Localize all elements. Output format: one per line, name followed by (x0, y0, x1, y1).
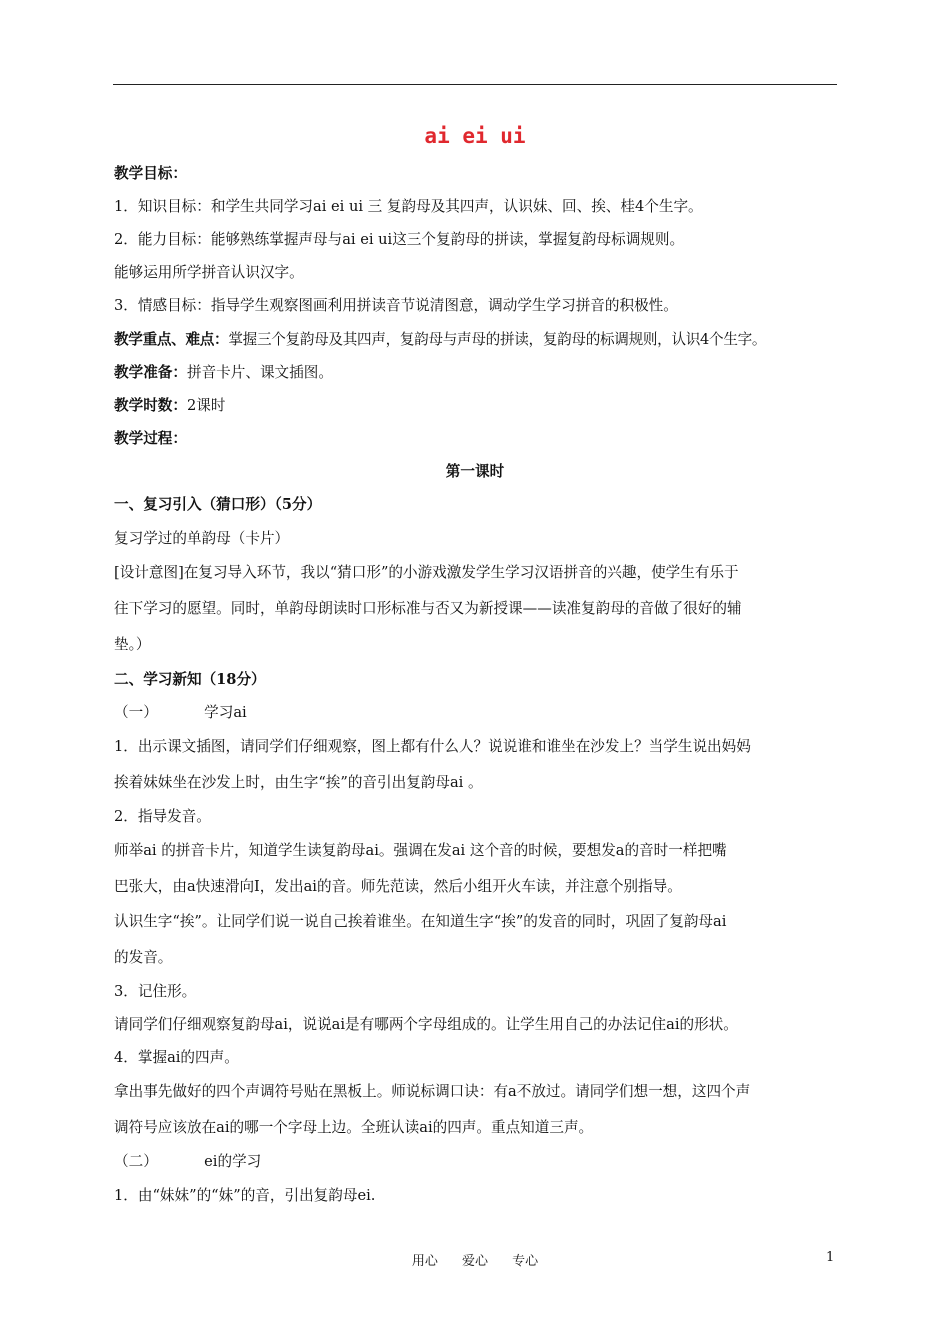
step-2-line-1: 师举ai 的拼音卡片，知道学生读复韵母ai。强调在发ai 这个音的时候，要想发a的音时一样把嘴 (114, 842, 727, 859)
footer-motto (0, 1250, 950, 1269)
header-rule (113, 84, 837, 85)
footer-word-2: 爱心 (461, 1254, 488, 1269)
step-1-line-2: 挨着妹妹坐在沙发上时，由生字“挨”的音引出复韵母ai 。 (114, 774, 483, 791)
preparation (114, 363, 846, 383)
subsection-1-heading: （一） 学习ai (114, 704, 247, 721)
objective-2: 2．能力目标：能够熟练掌握声母与ai ei ui这三个复韵母的拼读，掌握复韵母标调规则。 (114, 231, 685, 248)
document-title: ai ei ui (424, 124, 526, 148)
process-heading: 教学过程： (114, 430, 187, 447)
preparation-label: 教学准备： (114, 364, 187, 381)
subsection-2-step-1: 1．由“妹妹”的“妹”的音，引出复韵母ei. (114, 1187, 376, 1204)
step-4-line-2: 调符号应该放在ai的哪一个字母上边。全班认读ai的四声。重点知道三声。 (114, 1119, 594, 1136)
class-hours-text: 2课时 (186, 397, 226, 414)
footer-word-1: 用心 (411, 1254, 438, 1269)
objectives-heading: 教学目标： (114, 165, 187, 182)
key-points-label: 教学重点、难点： (114, 331, 229, 348)
design-intent-line-2: 往下学习的愿望。同时，单韵母朗读时口形标准与否又为新授课——读准复韵母的音做了很好的辅 (114, 600, 742, 617)
design-intent-line-3: 垫。） (114, 636, 151, 653)
step-4-line-1: 拿出事先做好的四个声调符号贴在黑板上。师说标调口诀：有a不放过。请同学们想一想，这四个声 (114, 1083, 751, 1100)
step-3-heading: 3．记住形。 (114, 983, 197, 1000)
step-2-heading: 2．指导发音。 (114, 808, 211, 825)
preparation-text: 拼音卡片、课文插图。 (186, 364, 333, 381)
step-2-line-3: 认识生字“挨”。让同学们说一说自己挨着谁坐。在知道生字“挨”的发音的同时，巩固了复韵母ai (114, 913, 727, 930)
page-number: 1 (826, 1250, 835, 1265)
step-2-line-4: 的发音。 (114, 949, 173, 966)
step-4-heading: 4．掌握ai的四声。 (114, 1049, 239, 1066)
lesson-one-heading: 第一课时 (445, 463, 505, 480)
section-1-paragraph: 复习学过的单韵母（卡片） (114, 530, 290, 547)
objective-3: 3．情感目标：指导学生观察图画利用拼读音节说清图意，调动学生学习拼音的积极性。 (114, 297, 678, 314)
class-hours (114, 396, 846, 416)
class-hours-label: 教学时数： (114, 397, 187, 414)
step-1-line-1: 1．出示课文插图，请同学们仔细观察，图上都有什么人？说说谁和谁坐在沙发上？当学生说出妈妈 (114, 738, 751, 755)
objective-2-continued: 能够运用所学拼音认识汉字。 (114, 264, 304, 281)
section-1-heading: 一、复习引入（猜口形）（5分） (114, 496, 322, 513)
key-points-text: 掌握三个复韵母及其四声，复韵母与声母的拼读，复韵母的标调规则，认识4个生字。 (228, 331, 767, 348)
step-2-line-2: 巴张大，由a快速滑向I，发出ai的音。师先范读，然后小组开火车读，并注意个别指导。 (114, 878, 682, 895)
step-3-line-1: 请同学们仔细观察复韵母ai，说说ai是有哪两个字母组成的。让学生用自己的办法记住ai的形状。 (114, 1016, 738, 1033)
subsection-2-heading: （二） ei的学习 (114, 1153, 262, 1170)
design-intent-line-1: [设计意图]在复习导入环节，我以“猜口形”的小游戏激发学生学习汉语拼音的兴趣，使学生有乐于 (114, 564, 739, 581)
footer-word-3: 专心 (512, 1254, 539, 1269)
key-points (114, 330, 846, 350)
objective-1: 1．知识目标：和学生共同学习ai ei ui 三 复韵母及其四声，认识妹、回、挨、桂4个生字。 (114, 198, 703, 215)
section-2-heading: 二、学习新知（18分） (114, 671, 266, 688)
